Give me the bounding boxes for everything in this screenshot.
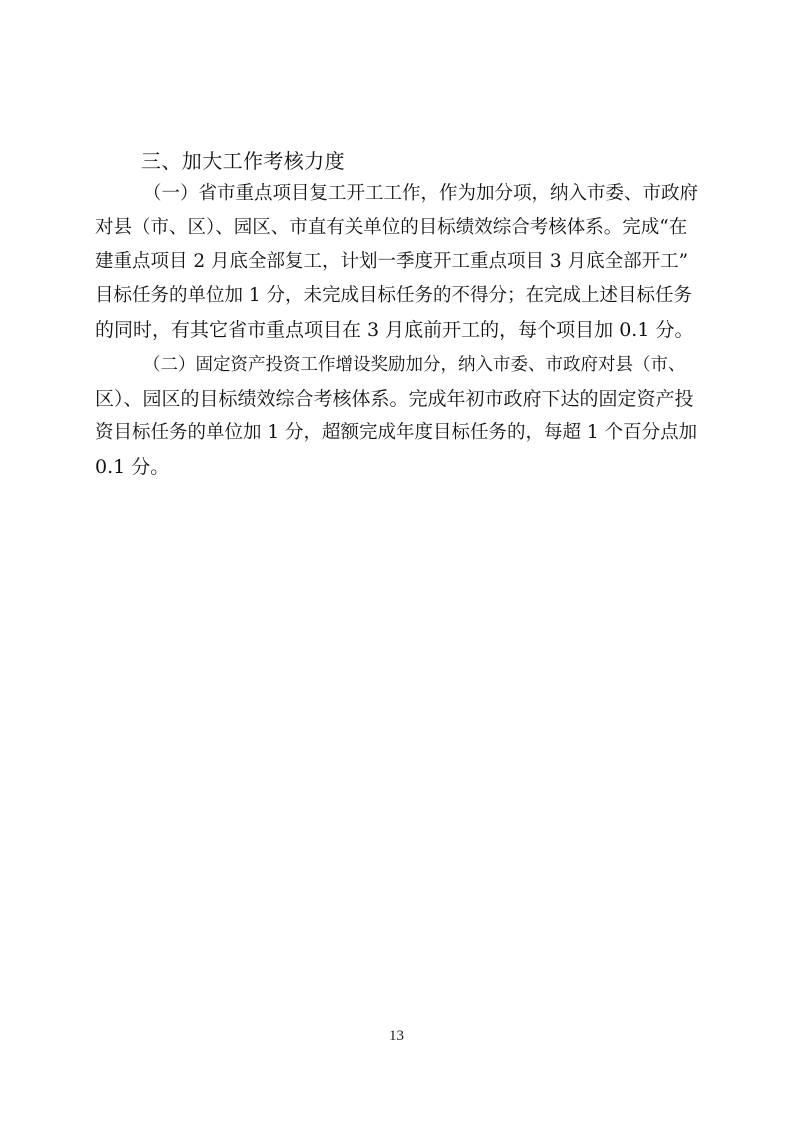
paragraph-line: 0.1 分。 xyxy=(95,456,170,478)
paragraph-line: 建重点项目 2 月底全部复工，计划一季度开工重点项目 3 月底全部开工” xyxy=(95,251,689,272)
paragraph-line: 的同时，有其它省市重点项目在 3 月底前开工的，每个项目加 0.1 分。 xyxy=(95,319,694,341)
page-number: 13 xyxy=(389,1028,404,1044)
paragraph-line: 对县（市、区）、园区、市直有关单位的目标绩效综合考核体系。完成“在 xyxy=(95,217,688,238)
paragraph-line: 区）、园区的目标绩效综合考核体系。完成年初市政府下达的固定资产投 xyxy=(95,388,694,410)
paragraph-line: （二）固定资产投资工作增设奖励加分，纳入市委、市政府对县（市、 xyxy=(143,355,686,375)
paragraph-line: 目标任务的单位加 1 分，未完成目标任务的不得分；在完成上述目标任务 xyxy=(95,285,693,306)
paragraph-line: （一）省市重点项目复工开工工作，作为加分项，纳入市委、市政府 xyxy=(143,183,699,204)
section-heading: 三、加大工作考核力度 xyxy=(141,149,345,173)
paragraph-line: 资目标任务的单位加 1 分，超额完成年度目标任务的，每超 1 个百分点加 xyxy=(95,422,698,443)
